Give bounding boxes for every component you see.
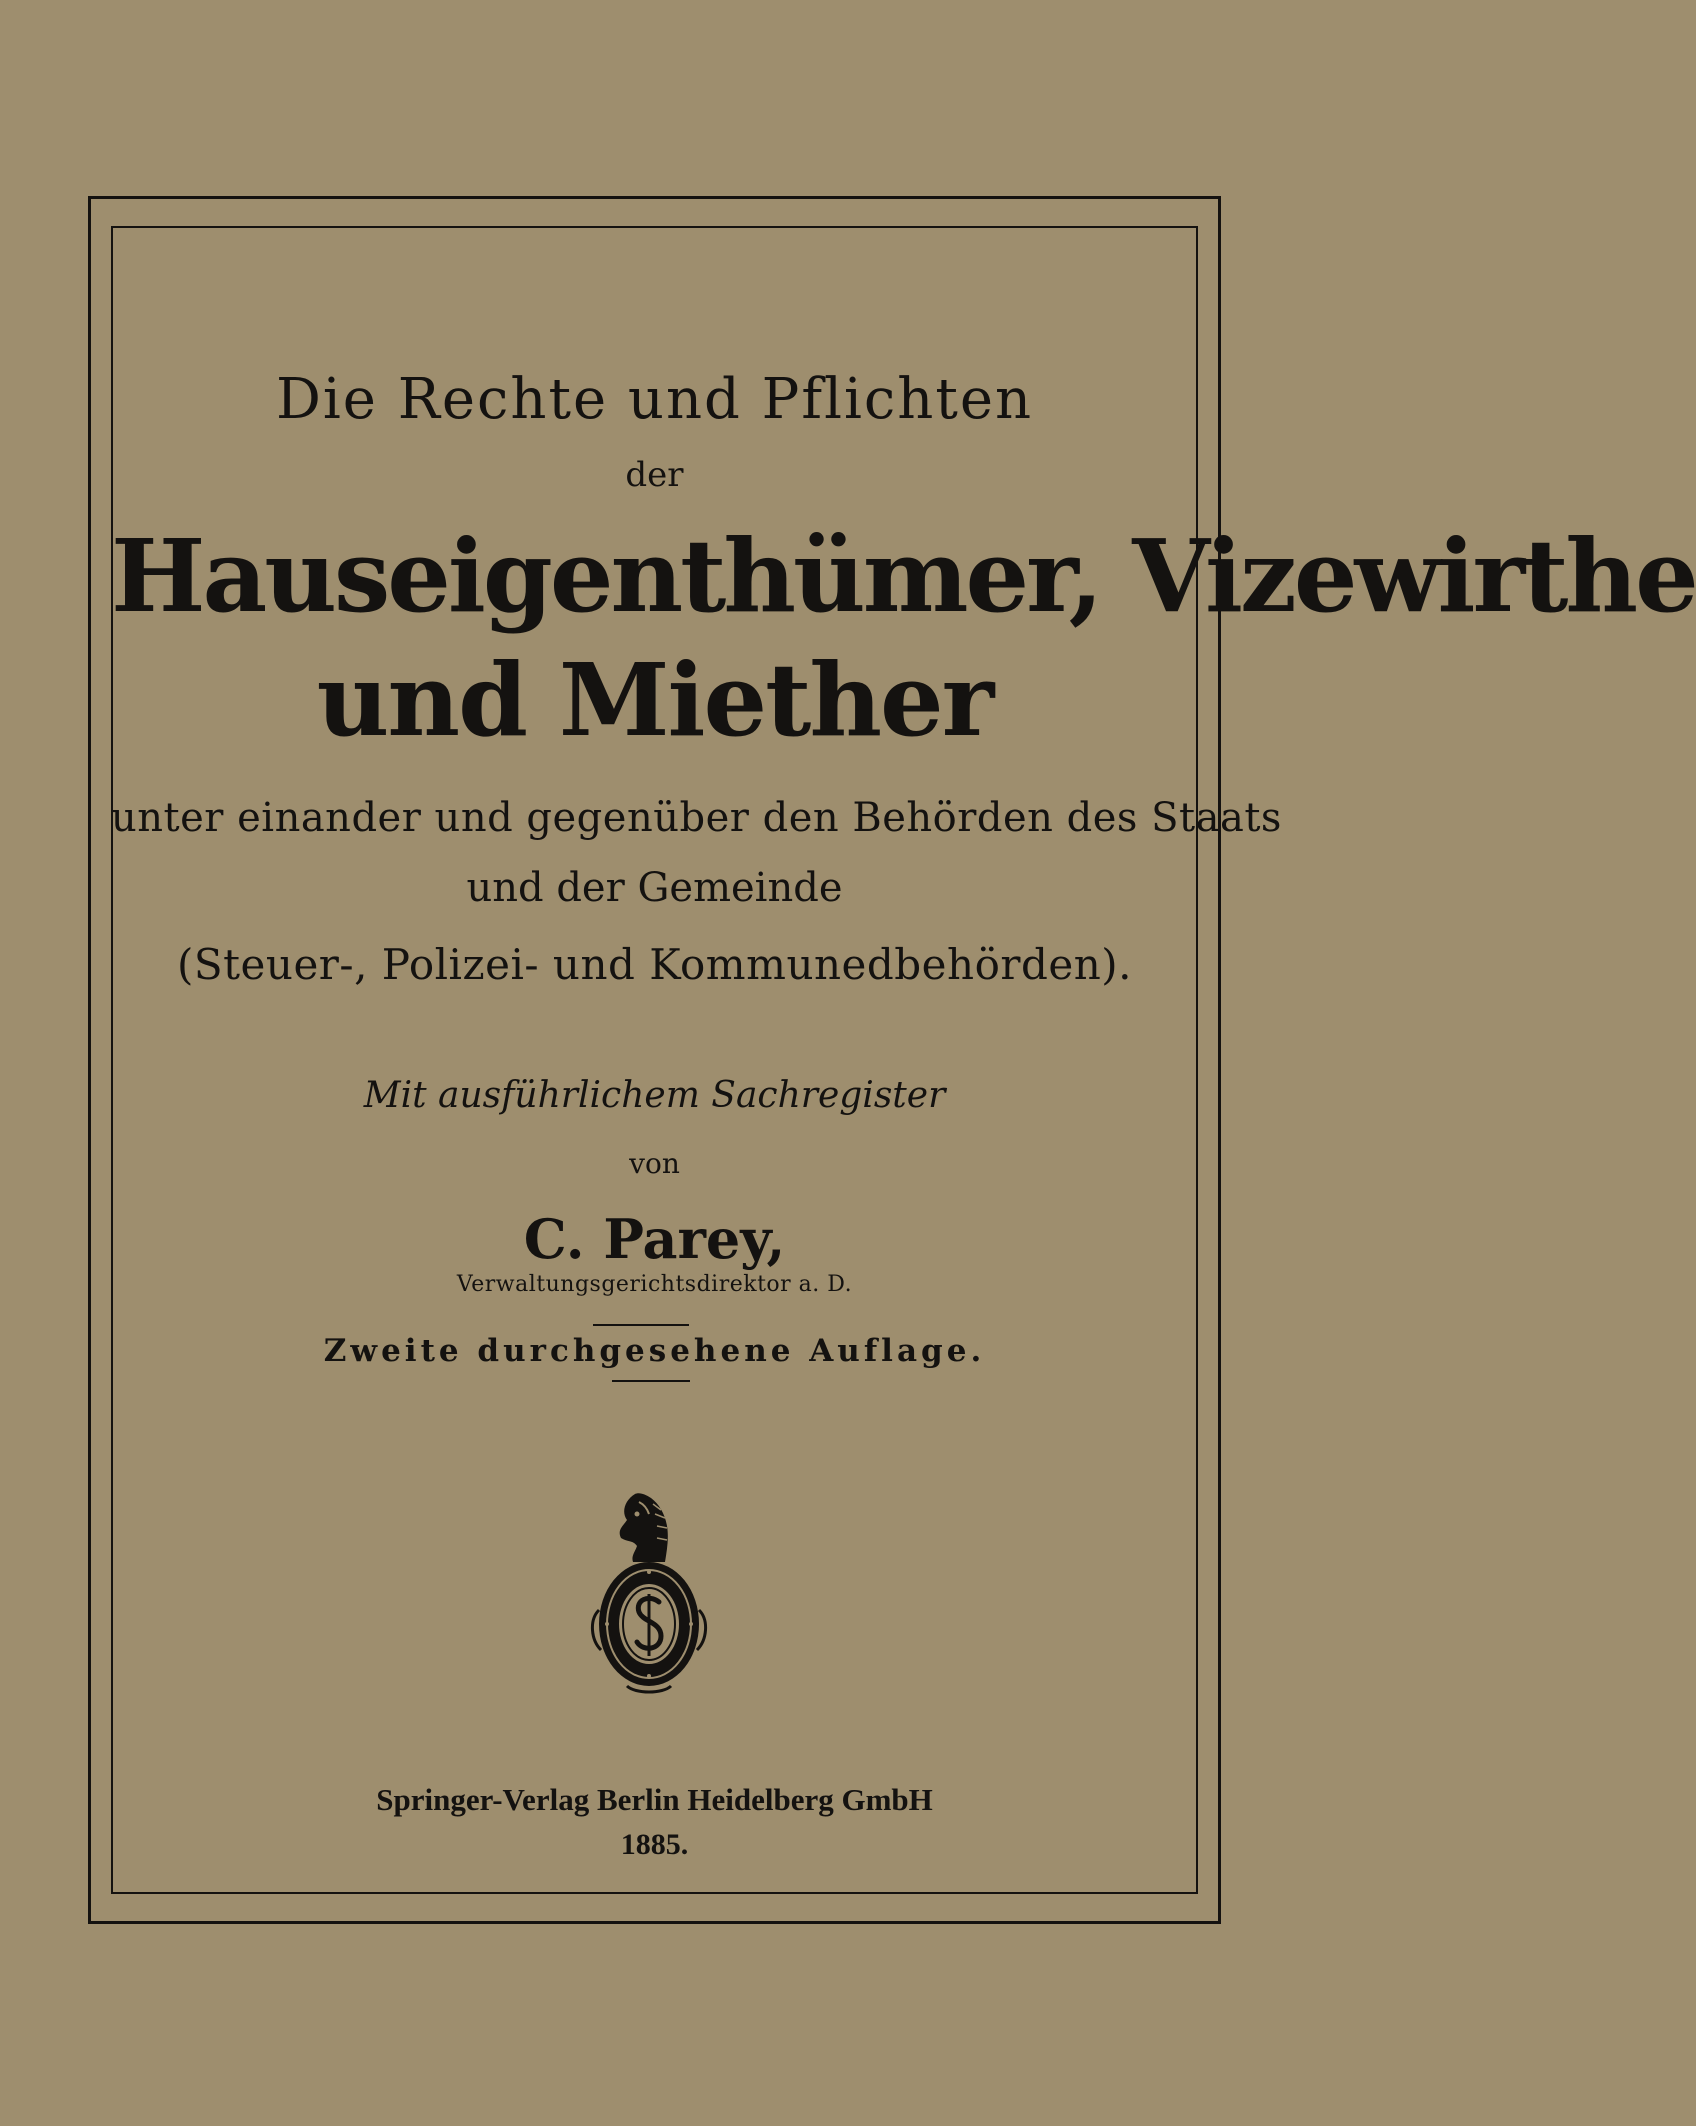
horse-head-seal-icon bbox=[587, 1490, 711, 1700]
subtitle-line-3: (Steuer-, Polizei- und Kommunedbehörden). bbox=[177, 940, 1132, 989]
main-title-line-1: Hauseigenthümer, Vizewirthe bbox=[111, 517, 1696, 635]
edition-rule-bottom bbox=[612, 1380, 690, 1382]
main-title-line-2: und Miether bbox=[316, 641, 993, 759]
edition-rule-top bbox=[593, 1324, 689, 1326]
by-line: von bbox=[629, 1147, 680, 1180]
title-line-2: der bbox=[625, 455, 684, 495]
author-name: C. Parey, bbox=[523, 1207, 786, 1271]
publication-year: 1885. bbox=[620, 1828, 689, 1861]
edition-note: Zweite durchgesehene Auflage. bbox=[323, 1333, 986, 1369]
author-title: Verwaltungsgerichtsdirektor a. D. bbox=[456, 1272, 853, 1297]
title-line-1: Die Rechte und Pflichten bbox=[275, 367, 1034, 432]
subtitle-line-2: und der Gemeinde bbox=[466, 865, 843, 911]
subtitle-line-1: unter einander und gegenüber den Behörden des Staats bbox=[111, 795, 1282, 841]
publisher: Springer-Verlag Berlin Heidelberg GmbH bbox=[376, 1782, 933, 1817]
index-note: Mit ausführlichem Sachregister bbox=[363, 1075, 946, 1116]
